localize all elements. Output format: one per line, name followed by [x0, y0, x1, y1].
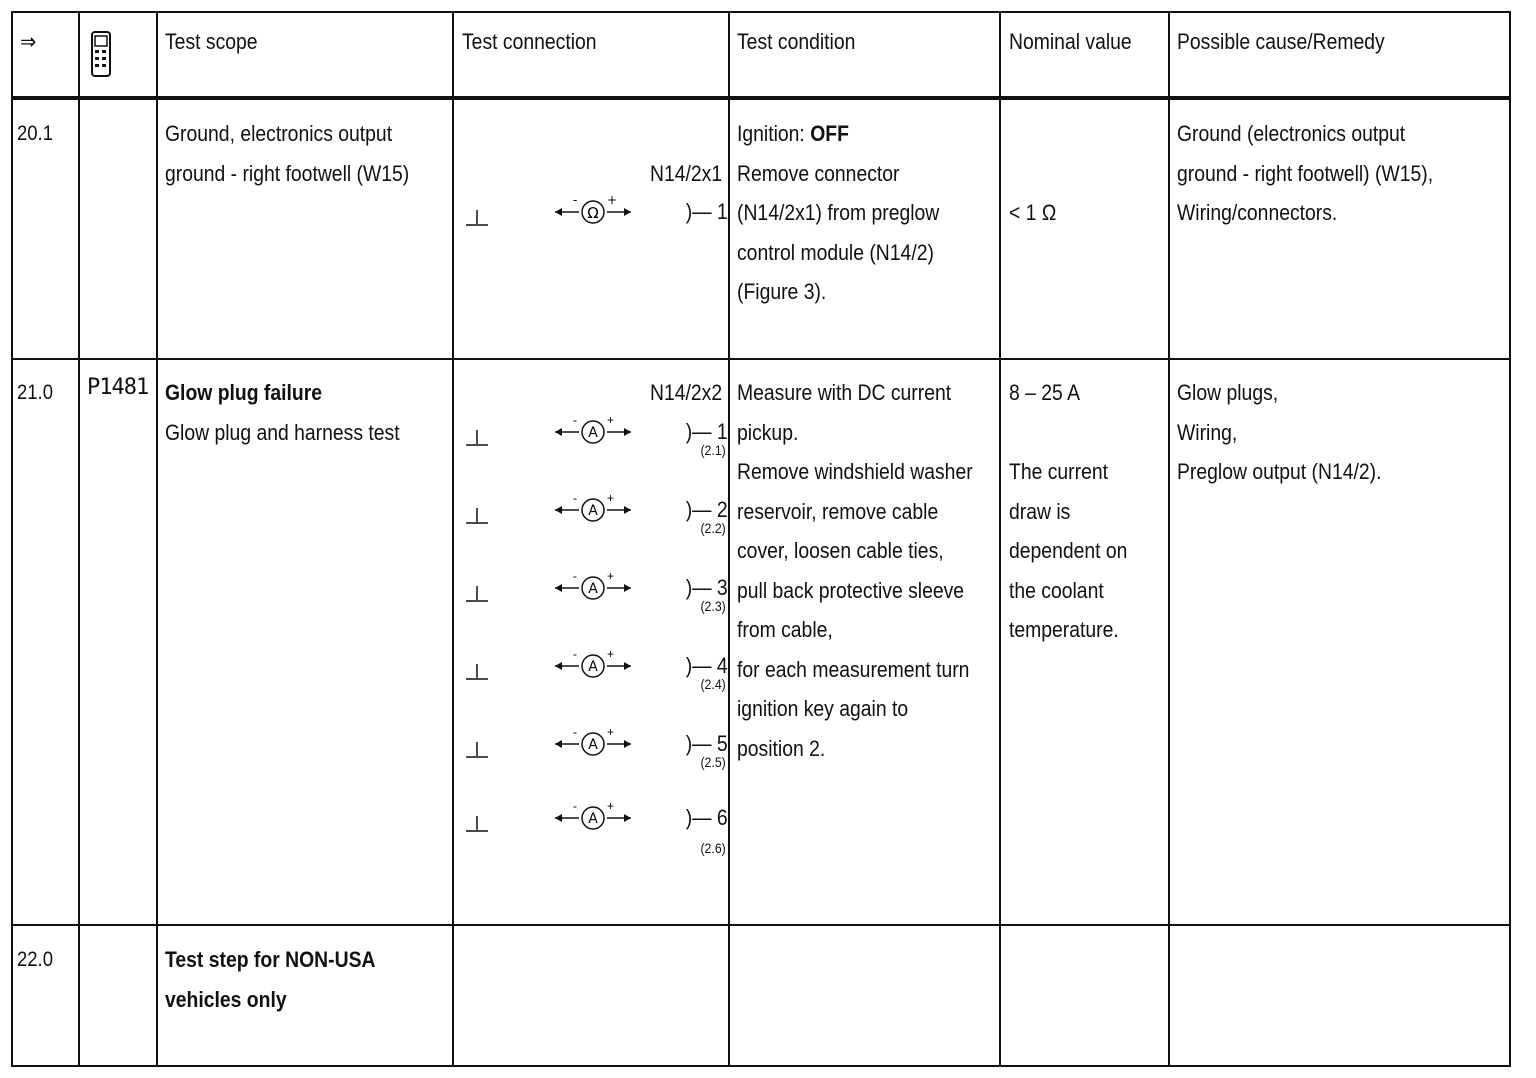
condition-text-20-1: Ignition: OFF Remove connector (N14/2x1) from preglow control module (N14/2) (Figure 3).: [737, 121, 940, 304]
ammeter-symbol-icon: [553, 800, 637, 836]
ammeter-symbol-icon: [553, 492, 637, 528]
pin-21-1: )— 1: [686, 419, 728, 444]
cause-text-21-0: Glow plugs, Wiring, Preglow output (N14/2).: [1177, 380, 1382, 484]
pin-label-2-5: (2.5): [700, 754, 726, 770]
svg-text:+: +: [607, 492, 615, 505]
pin-21-6: )— 6: [686, 805, 728, 830]
svg-text:A: A: [588, 811, 598, 827]
col-line-1: [78, 11, 80, 1067]
col-line-2: [156, 11, 158, 1067]
col-line-5: [999, 11, 1001, 1067]
step-number-20-1: 20.1: [17, 122, 53, 145]
col-line-7: [1509, 11, 1511, 1067]
svg-text:-: -: [573, 648, 577, 661]
arrow-icon: ⇒: [20, 29, 37, 54]
svg-text:A: A: [588, 503, 598, 519]
svg-text:+: +: [607, 570, 615, 583]
svg-text:-: -: [573, 492, 577, 505]
col-line-6: [1168, 11, 1170, 1067]
header-divider: [11, 96, 1511, 100]
ammeter-symbol-icon: [553, 570, 637, 606]
svg-text:+: +: [607, 194, 618, 207]
connection-row-21-5: [458, 726, 734, 770]
fault-code: P1481: [87, 375, 149, 400]
header-nominal-value: Nominal value: [1009, 29, 1132, 54]
svg-text:A: A: [588, 659, 598, 675]
svg-text:-: -: [573, 194, 578, 207]
connector-label-21-0: N14/2x2: [650, 380, 723, 405]
col-line-3: [452, 11, 454, 1067]
ohmmeter-symbol-icon: [553, 194, 637, 230]
scope-text-22-0: Test step for NON-USA vehicles only: [165, 947, 376, 1012]
ammeter-symbol-icon: [553, 414, 637, 450]
cause-text-20-1: Ground (electronics output ground - right footwell) (W15), Wiring/connectors.: [1177, 121, 1434, 225]
tester-device-icon: [90, 30, 112, 78]
pin-label-2-4: (2.4): [700, 676, 726, 692]
step-number-21-0: 21.0: [17, 381, 53, 404]
table-bottom-border: [11, 1065, 1511, 1067]
ground-symbol-icon: [466, 506, 488, 526]
connection-row-21-2: [458, 492, 734, 536]
connection-row-21-6: [458, 800, 734, 856]
header-test-connection: Test connection: [462, 29, 597, 54]
row-divider-1: [11, 358, 1511, 360]
header-test-scope: Test scope: [165, 29, 258, 54]
row-divider-2: [11, 924, 1511, 926]
svg-text:+: +: [607, 648, 615, 661]
svg-text:A: A: [588, 737, 598, 753]
svg-text:+: +: [607, 414, 615, 427]
connector-label-20-1: N14/2x1: [650, 161, 723, 186]
condition-text-21-0: Measure with DC current pickup. Remove windshield washer reservoir, remove cable cover, loosen cable ties, pull back protective sleeve from cable, for each measurement turn ignition key again to position 2.: [737, 380, 973, 761]
svg-text:-: -: [573, 800, 577, 813]
nominal-value-21-0: 8 – 25 A The current draw is dependent on the coolant temperature.: [1009, 380, 1128, 642]
step-number-22-0: 22.0: [17, 948, 53, 971]
svg-text:+: +: [607, 726, 615, 739]
svg-text:+: +: [607, 800, 615, 813]
connection-row-21-4: [458, 648, 734, 692]
meter-unit: Ω: [587, 204, 599, 222]
connection-row-20-1: [458, 194, 734, 230]
ground-symbol-icon: [466, 584, 488, 604]
header-possible-cause: Possible cause/Remedy: [1177, 29, 1385, 54]
svg-text:-: -: [573, 726, 577, 739]
pin-21-5: )— 5: [686, 731, 728, 756]
scope-text-20-1: Ground, electronics output ground - right footwell (W15): [165, 121, 410, 186]
pin-21-2: )— 2: [686, 497, 728, 522]
svg-text:-: -: [573, 414, 577, 427]
pin-label-2-2: (2.2): [700, 520, 726, 536]
table-top-border: [11, 11, 1511, 13]
svg-text:-: -: [573, 570, 577, 583]
header-test-condition: Test condition: [737, 29, 856, 54]
col-line-4: [728, 11, 730, 1067]
ammeter-symbol-icon: [553, 648, 637, 684]
pin-21-4: )— 4: [686, 653, 728, 678]
pin-label-2-3: (2.3): [700, 598, 726, 614]
ground-symbol-icon: [466, 662, 488, 682]
svg-text:A: A: [588, 581, 598, 597]
ammeter-symbol-icon: [553, 726, 637, 762]
connection-row-21-1: [458, 414, 734, 458]
scope-text-21-0: Glow plug failure Glow plug and harness test: [165, 380, 400, 445]
pin-21-3: )— 3: [686, 575, 728, 600]
ground-symbol-icon: [466, 814, 488, 834]
nominal-value-20-1: < 1 Ω: [1009, 200, 1057, 225]
pin-20-1: )— 1: [686, 199, 728, 224]
svg-text:A: A: [588, 425, 598, 441]
col-line-0: [11, 11, 13, 1067]
ground-symbol-icon: [466, 428, 488, 448]
ground-symbol-icon: [466, 208, 488, 228]
connection-row-21-3: [458, 570, 734, 614]
ground-symbol-icon: [466, 740, 488, 760]
pin-label-2-6: (2.6): [700, 840, 726, 856]
pin-label-2-1: (2.1): [700, 442, 726, 458]
